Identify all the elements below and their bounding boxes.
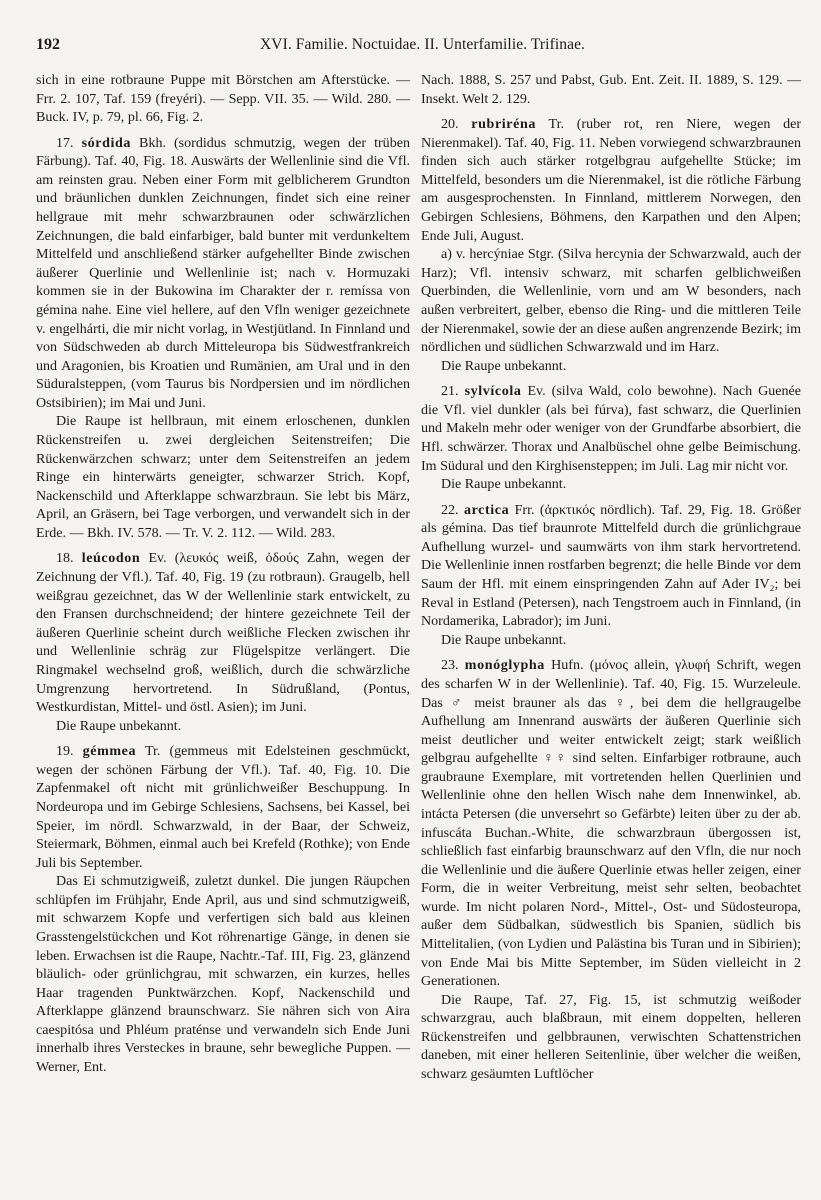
species-entry [36, 742, 410, 872]
species-entry [421, 382, 801, 475]
paragraph-gap [36, 542, 410, 549]
paragraph-gap [421, 494, 801, 501]
entry-number: 21. [441, 383, 459, 400]
species-description: Frr. (ἀρκτικός nördlich). Taf. 29, Fig. 18. Größer als gémina. Das tief braunrote Mittelfeld durch die grünlichgraue Aufhellung wurzel- und saumwärts von ihm stark hervortretend. Die Wellenlinie innen rostfarben begrenzt; die helle Binde vor dem Saum der Hfl. mit einem einspringenden Zahn auf Ader IV₂; bei Reval in Estland (Petersen), nach Tengstroem auch in Finnland, (in Nordamerika, Labrador); im Juni. [421, 501, 802, 630]
paragraph-gap [36, 127, 410, 134]
entry-number: 23. [441, 657, 459, 674]
species-entry [36, 549, 410, 716]
paragraph-gap [421, 649, 801, 656]
species-name: monóglypha [464, 657, 545, 674]
running-header [36, 36, 806, 60]
species-name: sórdida [81, 134, 132, 151]
paragraph: Die Raupe ist hellbraun, mit einem erloschenen, dunklen Rückenstreifen u. zwei dergleichen Seitenstreifen; Die Rückenwärzchen schwarz; unter dem Seitenstreifen an jedem Ringe ein hinterwärts geneigter, schwarzer Strich. Kopf, Nackenschild und Afterklappe schwarzbraun. Sie lebt bis März, April, an Gräsern, bei Tage verborgen, und verwandelt sich in der Erde. — Bkh. IV. 578. — Tr. V. 2. 112. — Wild. 283. [36, 413, 410, 541]
entry-number: 20. [441, 116, 459, 133]
entry-number: 17. [56, 134, 74, 151]
paragraph: a) v. hercýniae Stgr. (Silva hercynia der Schwarzwald, auch der Harz); Vfl. intensiv schwarz, mit scharfen gelblichweißen Querbinden, die Wellenlinie, vorn und am W besonders, nach außen verbreitert, gelber, ebenso die Ring- und die mittleren Teile der Nierenmakel, sowie der an diese außen angrenzende Bezirk; im nördlichen und südlichen Schwarzwald und im Harz. [421, 246, 801, 356]
species-entry [421, 115, 801, 245]
paragraph: Die Raupe unbekannt. [56, 717, 182, 734]
paragraph-gap [421, 375, 801, 382]
species-description: Tr. (ruber rot, ren Niere, wegen der Nierenmakel). Taf. 40, Fig. 11. Neben vorwiegend schwarzbraunen finden sich auch stärker rotgelbgrau aufgehellte Stücke; im Mittelfeld, besonders um die Nierenmakel, ist die rötliche Färbung am ausgesprochensten. In Finnland, mittlerem Norwegen, den Gebirgen Schlesiens, Böhmens, den Karpathen und den Alpen; Ende Juli, August. [421, 116, 802, 244]
species-description: Bkh. (sordidus schmutzig, wegen der trüben Färbung). Taf. 40, Fig. 18. Auswärts der Wellenlinie sind die Vfl. am reinsten grau. Neben einer Form mit gelblicherem Grundton und bräunlichen dunklen Zeichnungen, findet sich eine reiner hellgraue mit mehr schwarzbraunen oder schwärzlichen Zeichnungen, die bald einfarbiger, bald bunter mit verdunkeltem Mittelfeld und anschließend stärker aufgehellter Binde zwischen äußerer Querlinie und Wellenlinie ist; nach v. Hormuzaki kommen sie in der Bukowina im Charakter der r. remíssa von gémina nahe. Eine viel hellere, auf den Vfln weniger gezeichnete v. engelhárti, die mir nicht vorlag, in Westjütland. In Finnland und von Südschweden ab durch Mitteleuropa bis Südwestfrankreich und Aragonien, bis Kroatien und Rumänien, am Ural und in den Süduralsteppen, (vom Taurus bis Nordpersien und im nördlichen Ostsibirien); im Mai und Juni. [36, 134, 410, 411]
species-description: Ev. (silva Wald, colo bewohne). Nach Guenée die Vfl. viel dunkler (als bei fúrva), fast schwarz, die Querlinien und Makeln mehr oder weniger von der Grundfarbe absorbiert, die Hfl. schwärzer. Thorax und Analbüschel ohne gelbe Beimischung. Im Südural und den Kirghisensteppen; im Juli. Lag mir nicht vor. [421, 383, 801, 474]
paragraph: Das Ei schmutzigweiß, zuletzt dunkel. Die jungen Räupchen schlüpfen im Frühjahr, Ende April, aus und sind schmutzigweiß, mit schwarzem Kopfe und verfertigen sich bald aus kleinen Grasstengelstückchen und Kot röhrenartige Gänge, in denen sie leben. Erwachsen ist die Raupe, Nachtr.-Taf. III, Fig. 23, glänzend bläulich- oder grünlichgrau, mit schwarzen, ein kurzes, helles Haar tragenden Punktwärzchen. Kopf, Nackenschild und Afterklappe glänzend braunschwarz. Sie nähren sich von Aira caespitósa und Phléum praténse und verwandeln sich Ende Juni innerhalb ihres Versteckes in braune, sehr bewegliche Puppen. — Werner, Ent. [36, 873, 410, 1076]
species-name: rubriréna [471, 116, 536, 133]
species-name: gémmea [82, 743, 137, 760]
paragraph: Die Raupe unbekannt. [441, 631, 567, 648]
continued-text: Nach. 1888, S. 257 und Pabst, Gub. Ent. Zeit. II. 1889, S. 129. — Insekt. Welt 2. 129. [421, 72, 801, 107]
paragraph: Die Raupe unbekannt. [441, 357, 567, 374]
right-column [421, 71, 801, 1084]
running-title: XVI. Familie. Noctuidae. II. Unterfamilie. Trifinae. [260, 36, 586, 53]
species-description: Ev. (λευκός weiß, ὀδούς Zahn, wegen der Zeichnung der Vfl.). Taf. 40, Fig. 19 (zu rotbraun). Graugelb, hell weißgrau gezeichnet, das W der Wellenlinie stark entwickelt, zu den Fransen durchschneidend; der hintere gezeichnete Teil der äußeren Querlinie scheint durch weißliche Flecken zwischen ihr und Wellenlinie schräg zur Flügelspitze verlängert. Die Ringmakel wechselnd groß, weißlich, durch die schwärzliche Umgrenzung hervortretend. In Südrußland, (Pontus, Westkurdistan, Mittel- und östl. Asien); im Juni. [36, 550, 411, 716]
entry-number: 19. [56, 743, 74, 760]
species-description: Hufn. (μόνος allein, γλυφή Schrift, wegen des scharfen W in der Wellenlinie). Taf. 40, Fig. 15. Wurzeleule. Das ♂ meist brauner als das ♀, bei dem die hellgraugelbe Aufhellung am Innenrand auswärts der äußeren Querlinie sich meist deutlicher und weiter entwickelt zeigt; stark weißlich gelbgrau aufgehellte ♀♀ sind selten. Einfarbiger rotbraune, auch graubraune Exemplare, mit vortretenden hellen Querlinien und Wellenlinie ohne den hellen Wisch nahe dem Innenwinkel, ab. intácta Petersen (die unversehrt so Gefärbte) leiten über zu der ab. infuscáta Buchan.-White, die schwarzbraun übergossen ist, schließlich fast einfarbig braunschwarz auf den Vfln, die nur noch die Wellenlinie und die äußere Querlinie etwas heller zeigen, einer Form, die in weiter Verbreitung, meist sehr selten, beobachtet wurde. Im nicht polaren Nord-, Mittel-, Ost- und Südosteuropa, außer dem Südbalkan, südwestlich bis Spanien, südlich bis Mittelitalien, (von Lydien und Palästina bis Turan und in Sibirien); von Ende Mai bis Mitte September, im Süden vielleicht in 2 Generationen. [421, 657, 801, 990]
species-name: sylvícola [464, 383, 522, 400]
paragraph: Die Raupe unbekannt. [441, 476, 567, 493]
species-description: Tr. (gemmeus mit Edelsteinen geschmückt, wegen der schönen Färbung der Vfl.). Taf. 40, Fig. 10. Die Zapfenmakel oft nicht mit grünlichweißer Beschuppung. In Nordeuropa und im Gebirge Schlesiens, Sachsens, bei Kassel, bei Speier, im nördl. Schwarzwald, in der Baar, der Schweiz, Steiermark, Böhmen, einmal auch bei Krefeld (Rothke); von Ende Juli bis September. [36, 743, 410, 871]
species-entry [36, 134, 410, 413]
entry-number: 18. [56, 550, 74, 567]
species-entry [421, 656, 801, 990]
page-number: 192 [36, 36, 60, 53]
paragraph: Die Raupe, Taf. 27, Fig. 15, ist schmutzig weißoder schwarzgrau, auch blaßbraun, mit einem doppelten, helleren Rückenstreifen und gelbbraunen, verwischten Schattenstrichen daneben, mit einer helleren Seitenlinie, über welcher die weißen, schwarz gesäumten Luftlöcher [421, 991, 801, 1083]
paragraph-gap [36, 735, 410, 742]
species-name: arctica [463, 501, 510, 518]
left-column [36, 71, 410, 1077]
species-entry [421, 501, 801, 631]
paragraph-gap [421, 108, 801, 115]
species-name: leúcodon [81, 550, 141, 567]
entry-number: 22. [441, 501, 459, 518]
continued-text: sich in eine rotbraune Puppe mit Börstchen am Afterstücke. — Frr. 2. 107, Taf. 159 (freyéri). — Sepp. VII. 35. — Wild. 280. — Buck. IV, p. 79, pl. 66, Fig. 2. [36, 72, 410, 126]
